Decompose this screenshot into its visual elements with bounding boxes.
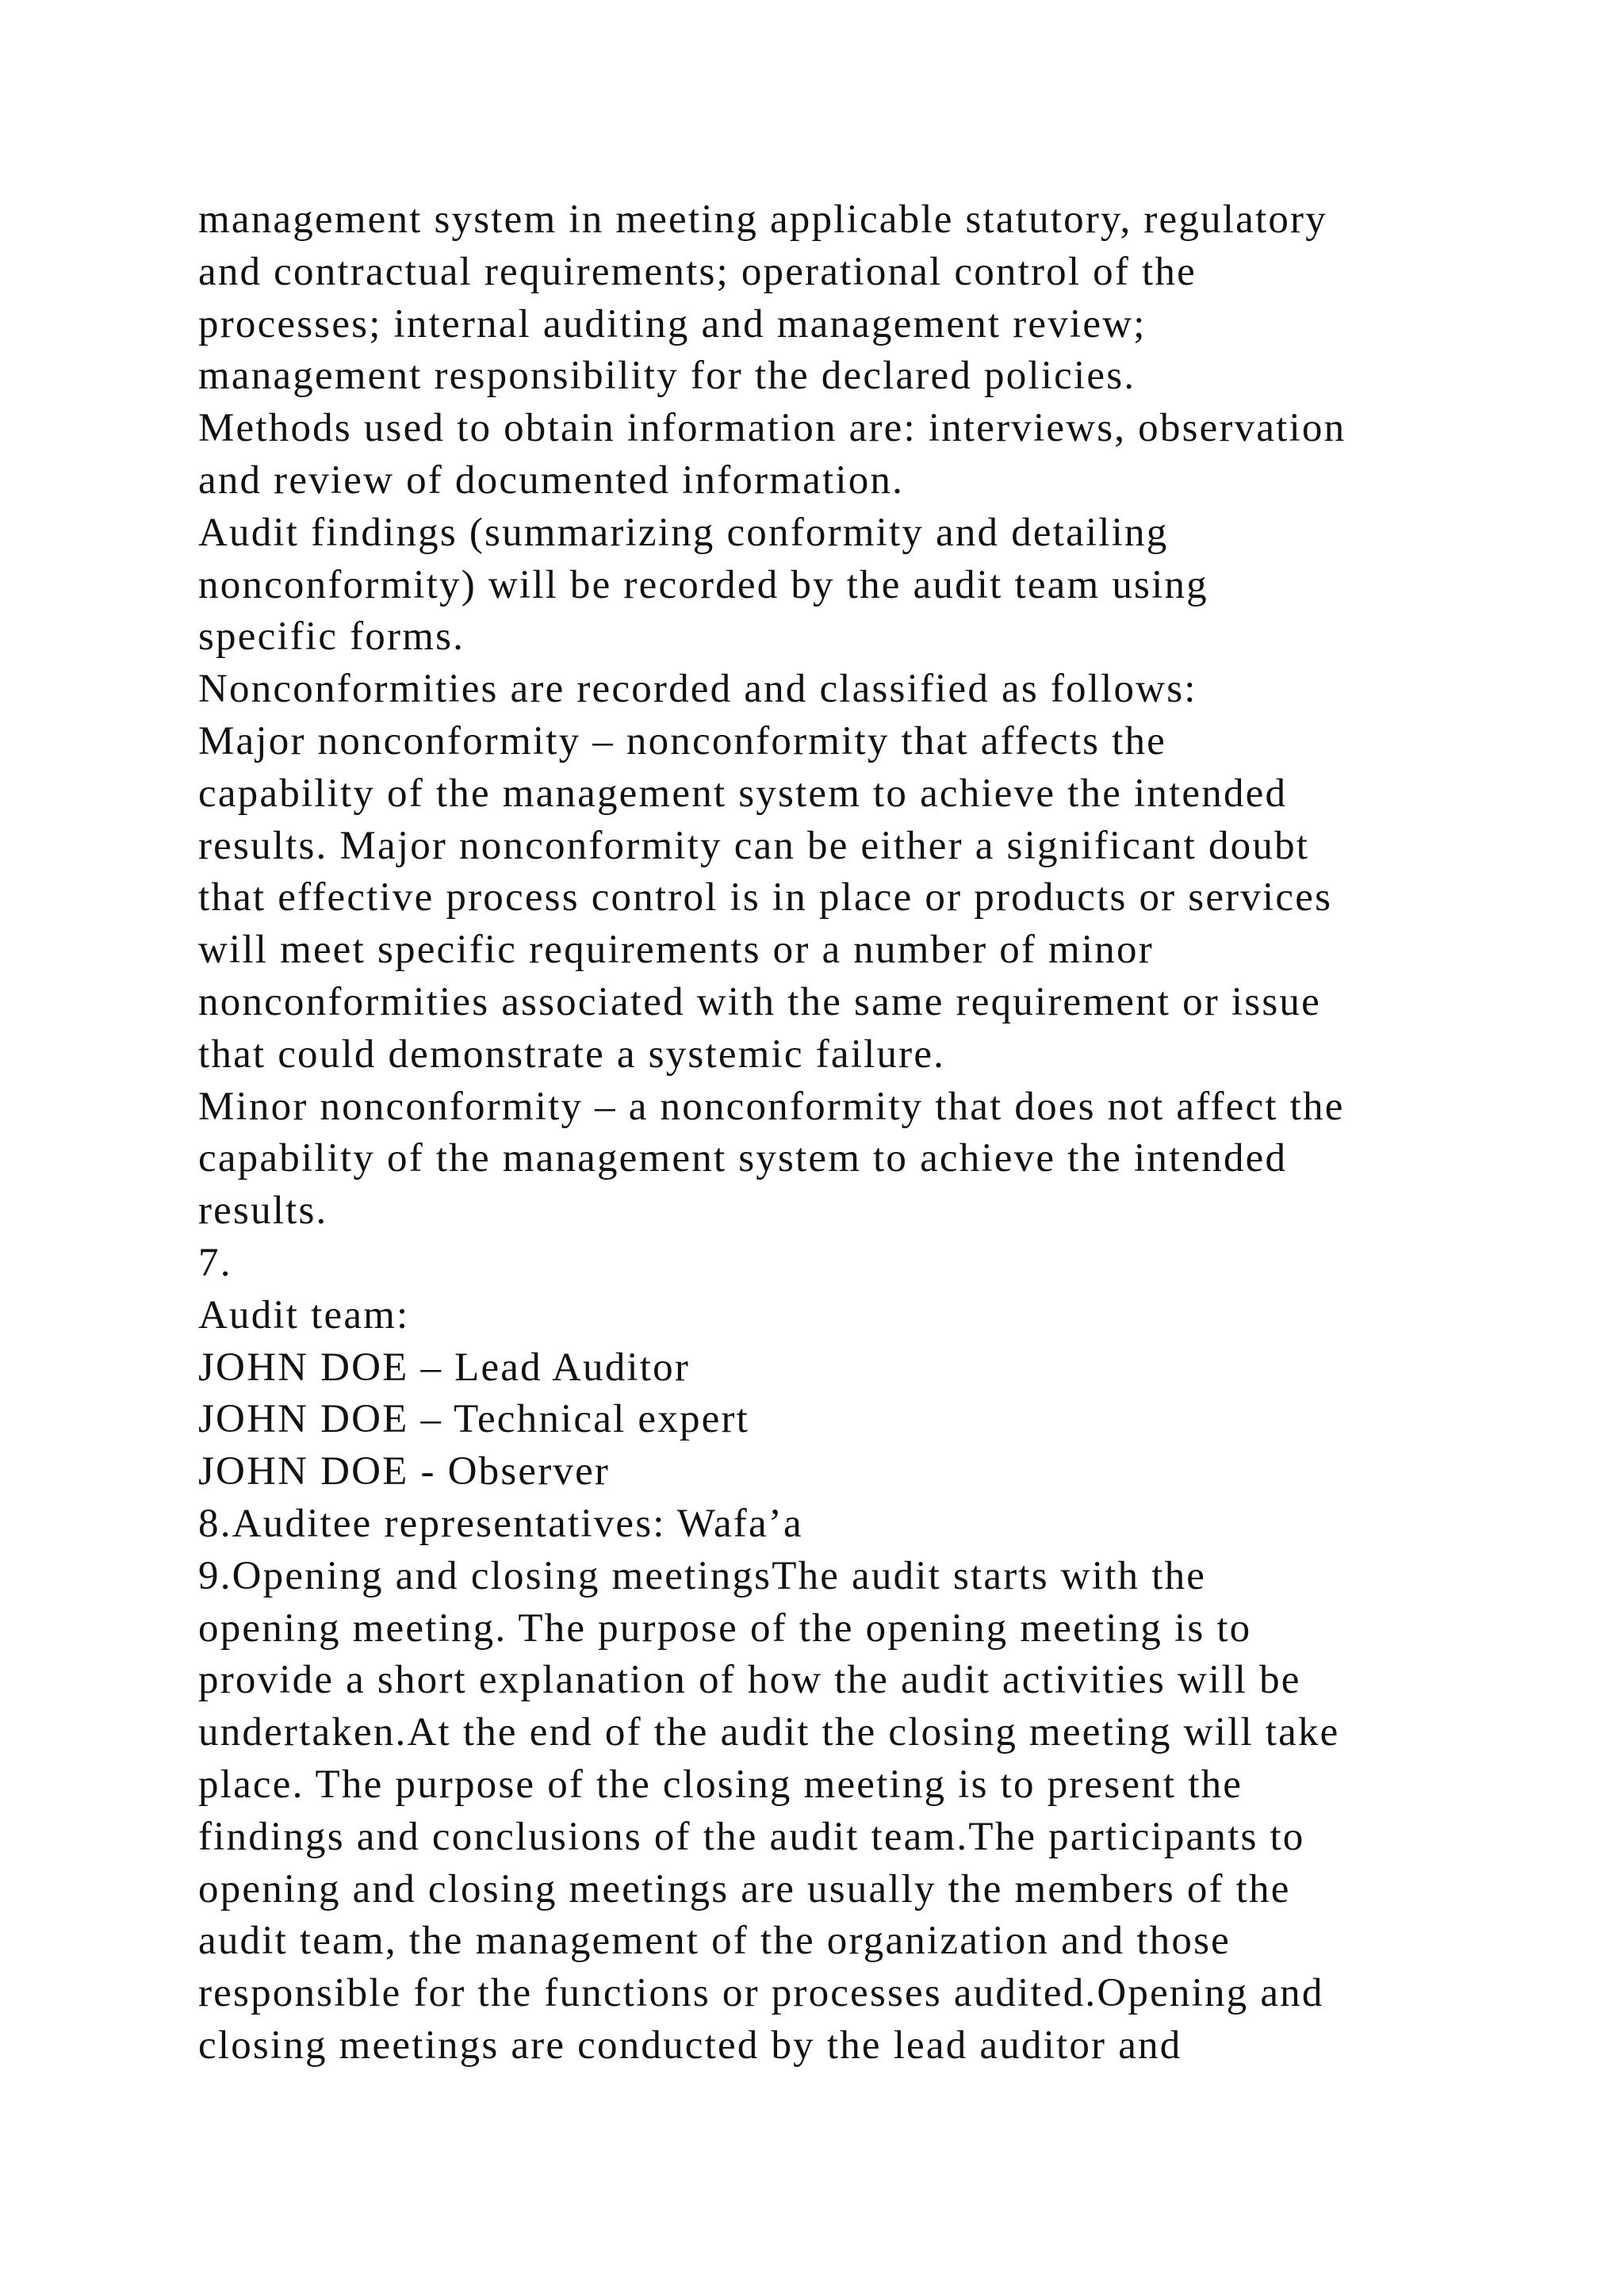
text-line: processes; internal auditing and management review; <box>198 301 1147 346</box>
text-line: will meet specific requirements or a number of minor <box>198 928 1154 973</box>
document-body <box>198 194 1499 2072</box>
text-line: capability of the management system to achieve the intended <box>198 771 1288 816</box>
section-number: 7. <box>198 1240 232 1285</box>
text-line: 9.Opening and closing meetingsThe audit starts with the <box>198 1553 1207 1598</box>
text-line: Methods used to obtain information are: interviews, observation <box>198 406 1346 451</box>
text-line: Minor nonconformity – a nonconformity that does not affect the <box>198 1084 1345 1129</box>
text-line: that could demonstrate a systemic failure. <box>198 1031 946 1077</box>
text-line: and review of documented information. <box>198 457 905 503</box>
text-line: results. Major nonconformity can be either a significant doubt <box>198 823 1310 868</box>
text-line: Nonconformities are recorded and classified as follows: <box>198 667 1197 712</box>
text-line: and contractual requirements; operational control of the <box>198 249 1197 294</box>
text-line: nonconformities associated with the same requirement or issue <box>198 979 1321 1024</box>
text-line: place. The purpose of the closing meeting is to present the <box>198 1762 1243 1807</box>
text-line: Major nonconformity – nonconformity that affects the <box>198 718 1167 763</box>
section-heading: Audit team: <box>198 1292 410 1337</box>
text-line: results. <box>198 1188 328 1234</box>
text-line: Audit findings (summarizing conformity and detailing <box>198 510 1169 555</box>
auditee-representatives: 8.Auditee representatives: Wafa’a <box>198 1501 803 1546</box>
text-line: capability of the management system to achieve the intended <box>198 1136 1288 1181</box>
text-line: findings and conclusions of the audit team.The participants to <box>198 1814 1305 1859</box>
text-line: nonconformity) will be recorded by the audit team using <box>198 562 1208 607</box>
text-line: opening and closing meetings are usually the members of the <box>198 1866 1291 1911</box>
text-line: opening meeting. The purpose of the opening meeting is to <box>198 1605 1252 1651</box>
text-line: management responsibility for the declared policies. <box>198 354 1136 399</box>
team-member: JOHN DOE – Lead Auditor <box>198 1345 691 1390</box>
text-line: responsible for the functions or processes audited.Opening and <box>198 1971 1324 2016</box>
team-member: JOHN DOE - Observer <box>198 1449 611 1494</box>
text-line: management system in meeting applicable statutory, regulatory <box>198 197 1327 242</box>
text-line: specific forms. <box>198 614 465 660</box>
team-member: JOHN DOE – Technical expert <box>198 1397 750 1442</box>
text-line: that effective process control is in place or products or services <box>198 875 1333 920</box>
text-line: provide a short explanation of how the audit activities will be <box>198 1658 1301 1703</box>
text-line: closing meetings are conducted by the lead auditor and <box>198 2022 1182 2068</box>
text-line: audit team, the management of the organization and those <box>198 1919 1231 1964</box>
text-line: undertaken.At the end of the audit the closing meeting will take <box>198 1710 1340 1755</box>
